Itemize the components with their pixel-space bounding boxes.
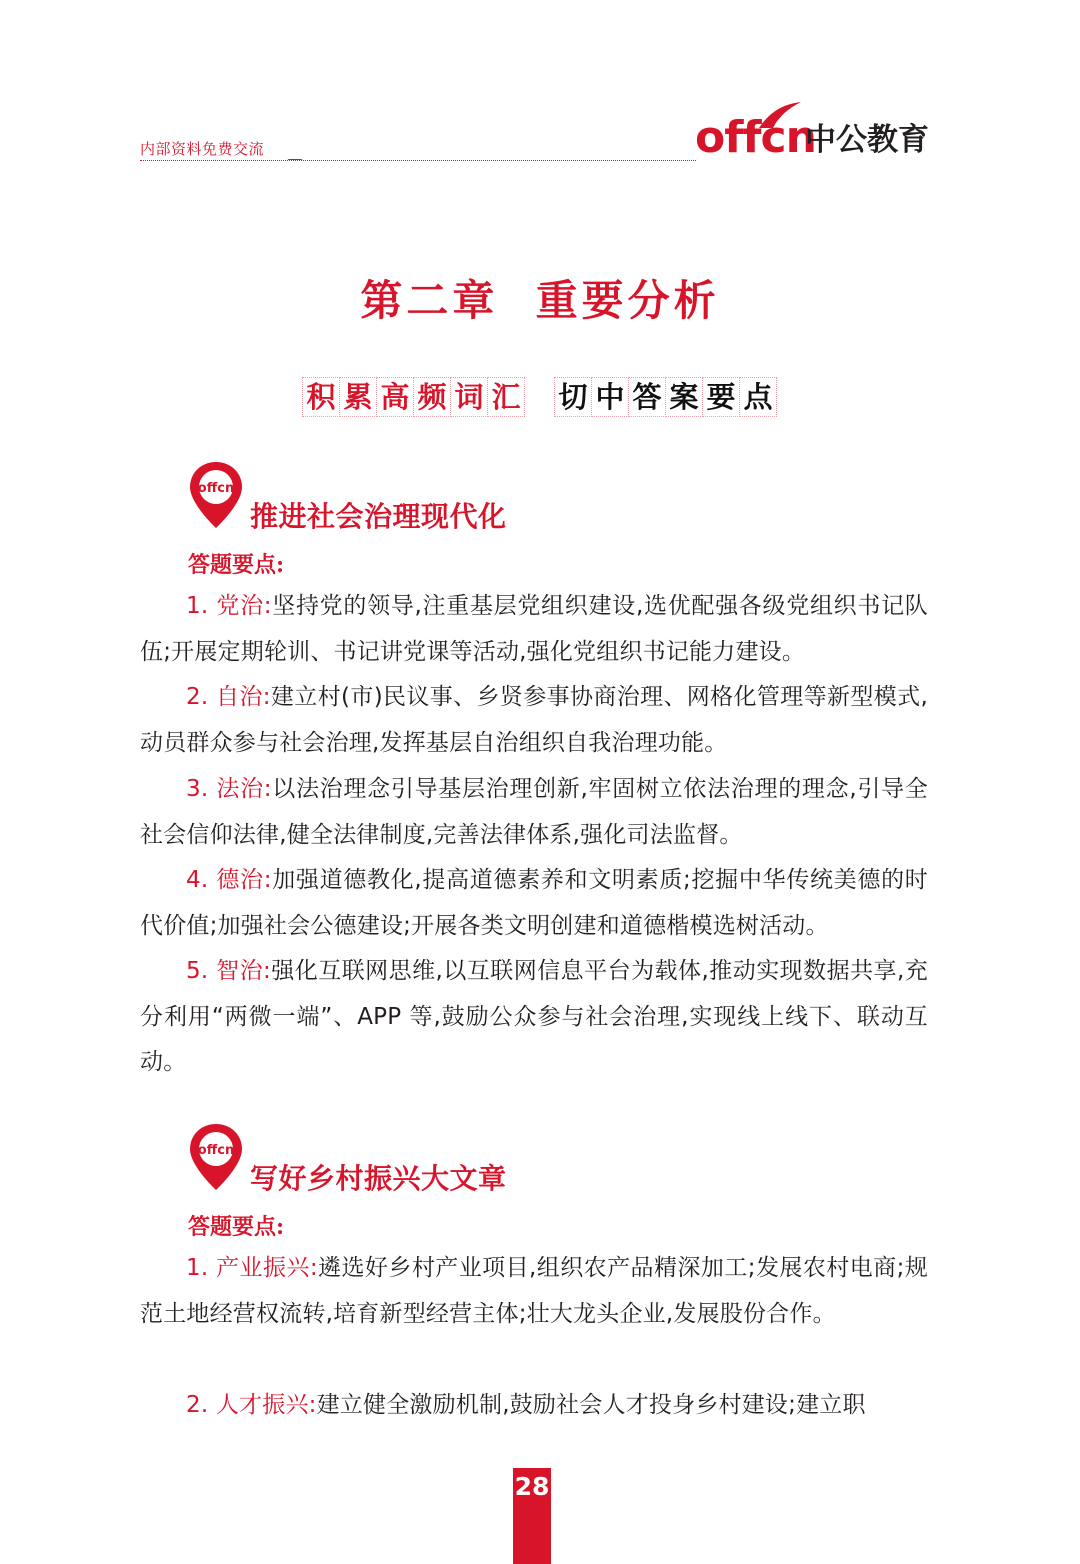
answer-paragraph (140, 675, 928, 766)
answer-paragraph (140, 949, 928, 1086)
subtitle-char: 答 (628, 377, 666, 417)
answer-paragraph (140, 858, 928, 949)
subtitle-char: 累 (339, 377, 377, 417)
location-pin-icon (188, 1122, 244, 1192)
point-text: 建立健全激励机制,鼓励社会人才投身乡村建设;建立职 (316, 1392, 866, 1418)
subtitle-char: 积 (302, 377, 340, 417)
section-title: 推进社会治理现代化 (250, 500, 507, 533)
point-label: 2. 自治: (186, 684, 271, 710)
subtitle-char: 频 (413, 377, 451, 417)
header-rule (140, 160, 696, 161)
answer-paragraph (140, 584, 928, 675)
section-title: 写好乡村振兴大文章 (250, 1162, 507, 1195)
subtitle-char: 汇 (487, 377, 525, 417)
point-label: 5. 智治: (186, 958, 272, 984)
location-pin-icon (188, 460, 244, 530)
subtitle-char: 要 (702, 377, 740, 417)
point-text: 以法治理念引导基层治理创新,牢固树立依法治理的理念,引导全社会信仰法律,健全法律制度,完善法律体系,强化司法监督。 (140, 776, 928, 848)
chapter-title: 第二章 重要分析 (360, 276, 720, 325)
point-text: 遴选好乡村产业项目,组织农产品精深加工;发展农村电商;规范土地经营权流转,培育新型经营主体;壮大龙头企业,发展股份合作。 (140, 1255, 928, 1327)
subtitle-char: 词 (450, 377, 488, 417)
page-number-tab (513, 1468, 551, 1564)
point-label: 2. 人才振兴: (186, 1392, 317, 1418)
header-note: 内部资料免费交流 (140, 140, 265, 158)
logo-brand-cn: 中公教育 (805, 122, 929, 158)
subtitle-left (303, 377, 525, 417)
answer-paragraph (140, 1383, 928, 1429)
subtitle-char: 点 (739, 377, 777, 417)
answer-points-label: 答题要点: (188, 1214, 285, 1240)
subtitle-char: 切 (554, 377, 592, 417)
point-label: 3. 法治: (186, 776, 272, 802)
point-label: 1. 党治: (186, 593, 272, 619)
answer-points-label: 答题要点: (188, 552, 285, 578)
point-text: 建立村(市)民议事、乡贤参事协商治理、网格化管理等新型模式,动员群众参与社会治理,发挥基层自治组织自我治理功能。 (140, 684, 928, 756)
section-heading (188, 1122, 588, 1195)
point-label: 1. 产业振兴: (186, 1255, 318, 1281)
point-text: 强化互联网思维,以互联网信息平台为载体,推动实现数据共享,充分利用“两微一端”、APP 等,鼓励公众参与社会治理,实现线上线下、联动互动。 (140, 958, 928, 1075)
subtitle-char: 案 (665, 377, 703, 417)
answer-paragraph (140, 1246, 928, 1337)
subtitle-char: 高 (376, 377, 414, 417)
logo-brand-text: offcn (695, 112, 816, 163)
subtitle-row (0, 377, 1080, 417)
page-number: 28 (514, 1472, 550, 1501)
answer-paragraph (140, 767, 928, 858)
point-text: 加强道德教化,提高道德素养和文明素质;挖掘中华传统美德的时代价值;加强社会公德建设;开展各类文明创建和道德楷模选树活动。 (140, 867, 928, 939)
svg-text:offcn: offcn (197, 1143, 235, 1158)
point-label: 4. 德治: (186, 867, 272, 893)
section-heading (188, 460, 588, 533)
point-text: 坚持党的领导,注重基层党组织建设,选优配强各级党组织书记队伍;开展定期轮训、书记讲党课等活动,强化党组织书记能力建设。 (140, 593, 928, 665)
subtitle-right (555, 377, 777, 417)
svg-text:offcn: offcn (197, 481, 235, 496)
subtitle-char: 中 (591, 377, 629, 417)
